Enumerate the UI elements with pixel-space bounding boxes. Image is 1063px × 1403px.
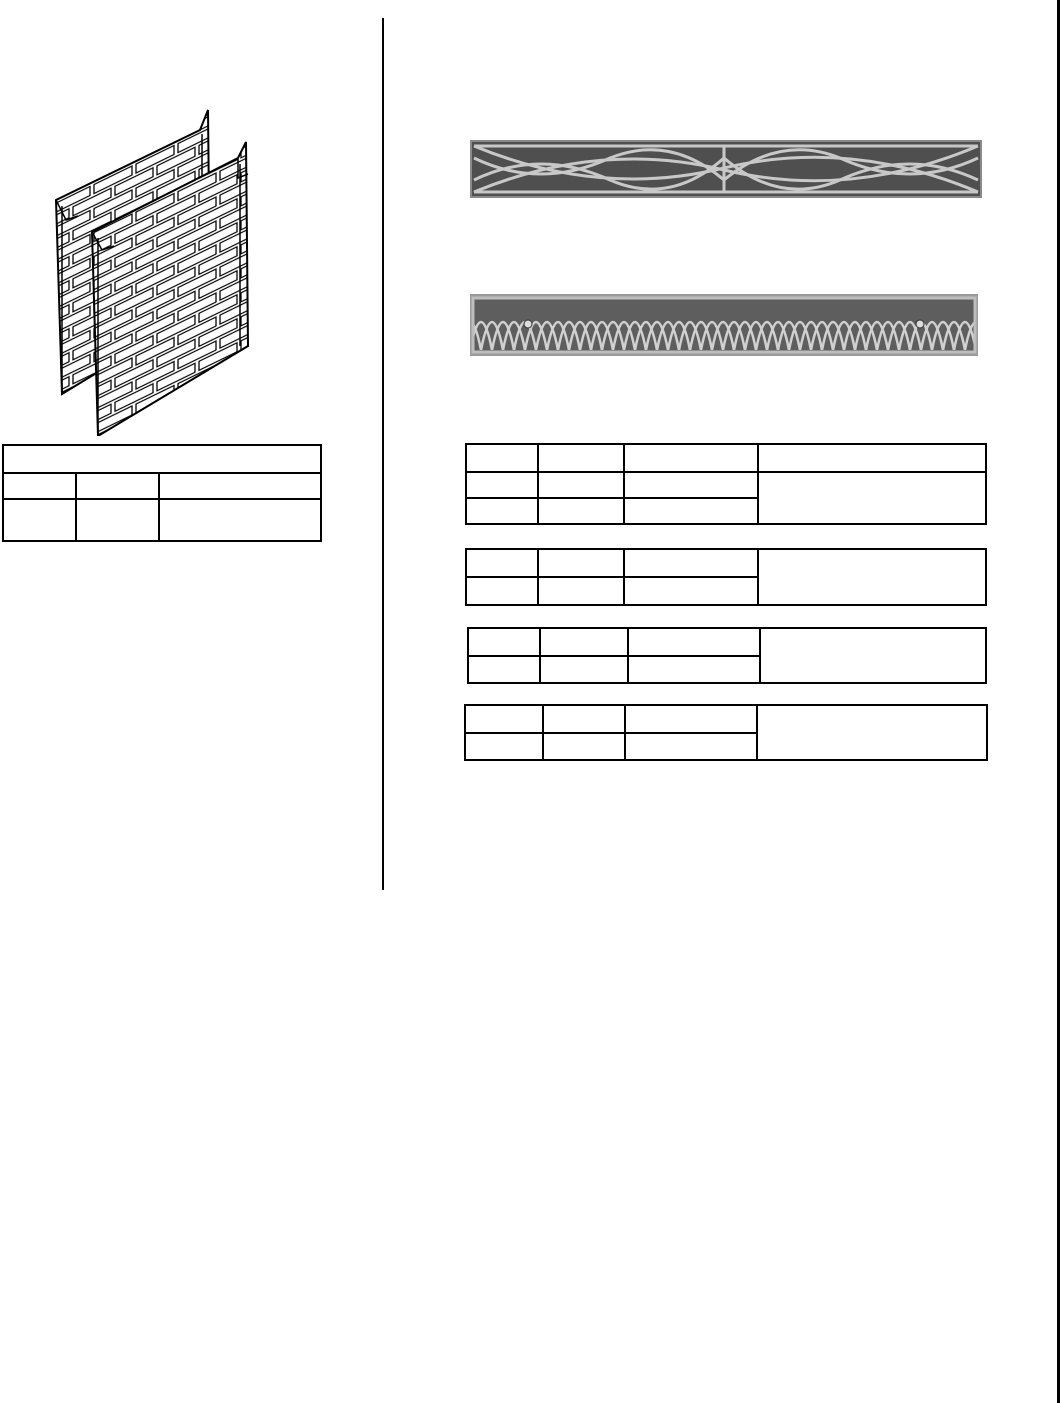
table-cell bbox=[625, 705, 757, 733]
table-cell bbox=[538, 444, 624, 472]
table-cell bbox=[465, 733, 543, 760]
louver-photo-lattice bbox=[470, 294, 978, 356]
left-table-col-1 bbox=[3, 473, 76, 499]
table-cell bbox=[465, 705, 543, 733]
column-divider bbox=[382, 18, 384, 890]
louver-grille-lattice-photo-icon bbox=[470, 294, 978, 356]
table-cell bbox=[624, 472, 758, 498]
page-right-edge-rule bbox=[1057, 0, 1060, 1403]
table-merged-cell bbox=[758, 472, 986, 524]
right-parts-table-2 bbox=[465, 548, 987, 606]
table-cell bbox=[628, 628, 760, 656]
left-table-cell bbox=[159, 499, 321, 541]
table-cell bbox=[543, 733, 625, 760]
left-table-cell bbox=[76, 499, 159, 541]
left-table-cell bbox=[3, 499, 76, 541]
table-cell bbox=[540, 628, 628, 656]
table-cell bbox=[466, 444, 538, 472]
louver-grille-arches-photo-icon bbox=[470, 140, 982, 198]
table-merged-cell bbox=[757, 705, 987, 760]
right-parts-table-3 bbox=[467, 627, 987, 684]
left-parts-table bbox=[2, 444, 322, 542]
right-parts-table-4 bbox=[464, 704, 988, 761]
left-table-col-2 bbox=[76, 473, 159, 499]
table-cell bbox=[466, 549, 538, 577]
table-cell bbox=[466, 472, 538, 498]
left-table-header-cell bbox=[3, 445, 321, 473]
table-cell bbox=[628, 656, 760, 683]
table-cell bbox=[540, 656, 628, 683]
left-table-col-3 bbox=[159, 473, 321, 499]
table-cell bbox=[466, 498, 538, 524]
brick-panel-liner-illustration-icon bbox=[50, 108, 255, 436]
table-cell bbox=[538, 472, 624, 498]
table-cell bbox=[758, 444, 986, 472]
table-cell bbox=[468, 656, 540, 683]
table-cell bbox=[538, 549, 624, 577]
louver-photo-arches bbox=[470, 140, 982, 198]
table-cell bbox=[543, 705, 625, 733]
table-merged-cell bbox=[760, 628, 986, 683]
table-merged-cell bbox=[758, 549, 986, 605]
table-cell bbox=[624, 444, 758, 472]
table-cell bbox=[466, 577, 538, 605]
table-cell bbox=[538, 498, 624, 524]
table-cell bbox=[624, 549, 758, 577]
table-cell bbox=[625, 733, 757, 760]
right-parts-table-1 bbox=[465, 443, 987, 525]
brick-panel-illustration bbox=[50, 108, 255, 436]
table-cell bbox=[538, 577, 624, 605]
table-cell bbox=[624, 498, 758, 524]
table-cell bbox=[468, 628, 540, 656]
table-cell bbox=[624, 577, 758, 605]
